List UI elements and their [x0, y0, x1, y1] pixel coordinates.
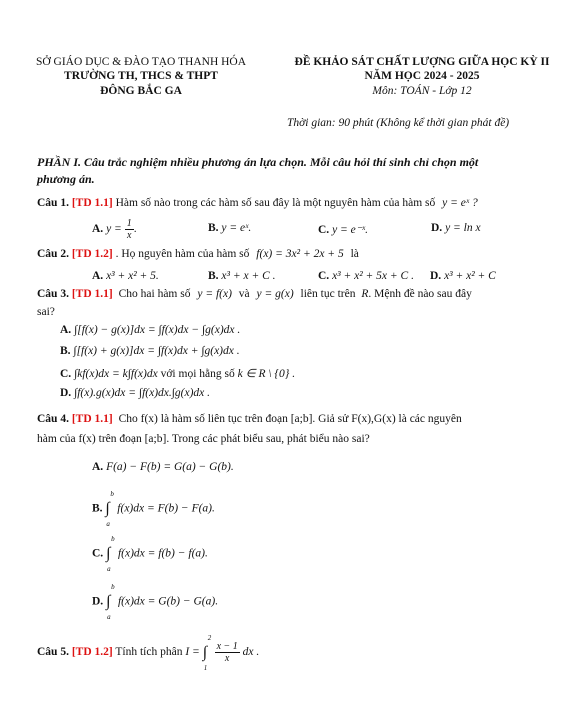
- q4-tag: [TD 1.1]: [71, 413, 113, 425]
- option-c-label: C.: [60, 368, 72, 380]
- option-a-label: A.: [92, 270, 104, 282]
- question-5: [37, 633, 260, 672]
- q4-option-c[interactable]: [92, 535, 208, 573]
- q3-text-line2: sai?: [37, 306, 55, 318]
- option-b-label: B.: [208, 270, 219, 282]
- q2-option-c[interactable]: [318, 270, 414, 282]
- part1-title-cont: phương án.: [37, 172, 95, 186]
- q2-tag: [TD 1.2]: [71, 248, 113, 260]
- q4-line2: hàm của f(x) trên đoạn [a;b]. Trong các phát biểu sau, phát biểu nào sai?: [37, 433, 370, 445]
- integral-sign-icon: ∫ 2 1: [202, 633, 212, 672]
- integral-sign-icon: ∫ b a: [105, 490, 114, 528]
- option-c-label: C.: [318, 224, 330, 236]
- school-year: NĂM HỌC 2024 - 2025: [364, 70, 480, 82]
- q2-d-text: x³ + x² + C: [444, 270, 496, 282]
- q3-text1: Cho hai hàm số: [118, 288, 191, 300]
- q3-option-a[interactable]: [60, 324, 240, 336]
- question-4: [37, 413, 462, 425]
- subject: Môn: TOÁN - Lớp 12: [372, 85, 472, 97]
- q2-option-d[interactable]: [430, 270, 496, 282]
- q5-pre: I =: [185, 646, 200, 659]
- q4-option-b[interactable]: [92, 490, 215, 528]
- exam-time: Thời gian: 90 phút (Không kể thời gian phát đề): [287, 117, 510, 129]
- option-c-label: C.: [318, 270, 330, 282]
- q1-b-text: y = eˣ.: [221, 222, 252, 234]
- option-d-label: D.: [430, 270, 442, 282]
- q5-text: Tính tích phân: [115, 646, 183, 659]
- school-name: TRƯỜNG TH, THCS & THPT: [64, 70, 218, 82]
- q3-f1: y = f(x): [197, 288, 232, 300]
- q3-option-b[interactable]: [60, 345, 240, 357]
- q3-tag: [TD 1.1]: [71, 288, 113, 300]
- question-2: [37, 248, 359, 260]
- q1-a-pre: y =: [106, 223, 122, 236]
- q3-label: Câu 3.: [37, 288, 69, 300]
- option-d-label: D.: [92, 595, 104, 608]
- q1-tag: [TD 1.1]: [71, 197, 113, 209]
- q4-option-a[interactable]: [92, 461, 234, 473]
- q2-text: . Họ nguyên hàm của hàm số: [115, 248, 250, 260]
- q5-label: Câu 5.: [37, 646, 69, 659]
- integral-sign-icon: ∫ b a: [106, 535, 115, 573]
- q3-d-text: ∫f(x).g(x)dx = ∫f(x)dx.∫g(x)dx .: [74, 387, 211, 399]
- q4-d-text: f(x)dx = G(b) − G(a).: [117, 595, 219, 608]
- q4-b-text: f(x)dx = F(b) − F(a).: [117, 502, 215, 515]
- q3-option-d[interactable]: [60, 387, 210, 399]
- q2-text-end: là: [350, 248, 359, 260]
- q3-text3: liên tục trên: [300, 288, 356, 300]
- q3-c-text: với mọi hằng số: [160, 368, 235, 380]
- exam-title: ĐỀ KHẢO SÁT CHẤT LƯỢNG GIỮA HỌC KỲ II: [294, 56, 550, 68]
- q1-function: y = eˣ ?: [442, 197, 478, 209]
- option-b-label: B.: [208, 222, 219, 234]
- option-d-label: D.: [60, 387, 72, 399]
- q2-c-text: x³ + x² + 5x + C .: [332, 270, 414, 282]
- option-b-label: B.: [92, 502, 103, 515]
- option-a-label: A.: [92, 461, 104, 473]
- question-3: [37, 288, 472, 300]
- q3-b-text: ∫[f(x) + g(x)]dx = ∫f(x)dx + ∫g(x)dx .: [73, 345, 240, 357]
- q5-post: dx .: [242, 646, 260, 659]
- q1-d-text: y = ln x: [445, 222, 481, 234]
- option-a-label: A.: [92, 223, 104, 236]
- q3-text4: . Mệnh đề nào sau đây: [368, 288, 472, 300]
- q2-option-a[interactable]: [92, 270, 159, 282]
- q1-a-fraction: $\frac{1}{x}$: [126, 218, 132, 241]
- q4-label: Câu 4.: [37, 413, 69, 425]
- q3-f2: y = g(x): [256, 288, 294, 300]
- q4-c-text: f(x)dx = f(b) − f(a).: [117, 547, 208, 560]
- q2-label: Câu 2.: [37, 248, 69, 260]
- option-c-label: C.: [92, 547, 104, 560]
- option-b-label: B.: [60, 345, 71, 357]
- q3-text2: và: [238, 288, 250, 300]
- q3-c-expr: ∫kf(x)dx = k∫f(x)dx: [74, 368, 158, 380]
- q1-option-c[interactable]: [318, 222, 368, 236]
- q1-label: Câu 1.: [37, 197, 69, 209]
- dept-name: SỞ GIÁO DỤC & ĐÀO TẠO THANH HÓA: [35, 56, 247, 68]
- q3-a-text: ∫[f(x) − g(x)]dx = ∫f(x)dx − ∫g(x)dx .: [74, 324, 241, 336]
- q1-text: Hàm số nào trong các hàm số sau đây là một nguyên hàm của hàm số: [115, 197, 436, 209]
- q2-a-text: x³ + x² + 5.: [106, 270, 159, 282]
- school-location: ĐÔNG BẮC GA: [100, 85, 182, 97]
- q1-option-a[interactable]: A. y = $\frac{1}{x}$ .: [92, 218, 137, 241]
- integral-sign-icon: ∫ b a: [106, 583, 115, 621]
- q4-option-d[interactable]: [92, 583, 219, 621]
- q3-r: R: [361, 288, 369, 300]
- q2-function: f(x) = 3x² + 2x + 5: [256, 248, 344, 260]
- question-1: [37, 197, 478, 209]
- option-d-label: D.: [431, 222, 443, 234]
- part1-title: PHẦN I. Câu trắc nghiệm nhiều phương án lựa chọn. Mỗi câu hỏi thí sinh chỉ chọn một: [37, 155, 479, 169]
- q5-tag: [TD 1.2]: [71, 646, 113, 659]
- q5-fraction: $\frac{x - 1}{x}$: [216, 641, 238, 664]
- q3-option-c[interactable]: [60, 366, 295, 380]
- q4-a-text: F(a) − F(b) = G(a) − G(b).: [106, 461, 234, 473]
- q2-option-b[interactable]: [208, 270, 276, 282]
- q1-c-text: y = e⁻ˣ.: [332, 224, 368, 236]
- q1-option-d[interactable]: [431, 222, 481, 234]
- option-a-label: A.: [60, 324, 72, 336]
- q1-option-b[interactable]: [208, 222, 251, 234]
- q3-c-cond: k ∈ R \ {0} .: [237, 368, 296, 380]
- q4-line1: Cho f(x) là hàm số liên tục trên đoạn [a;b]. Giả sử F(x),G(x) là các nguyên: [118, 413, 462, 425]
- q2-b-text: x³ + x + C .: [221, 270, 276, 282]
